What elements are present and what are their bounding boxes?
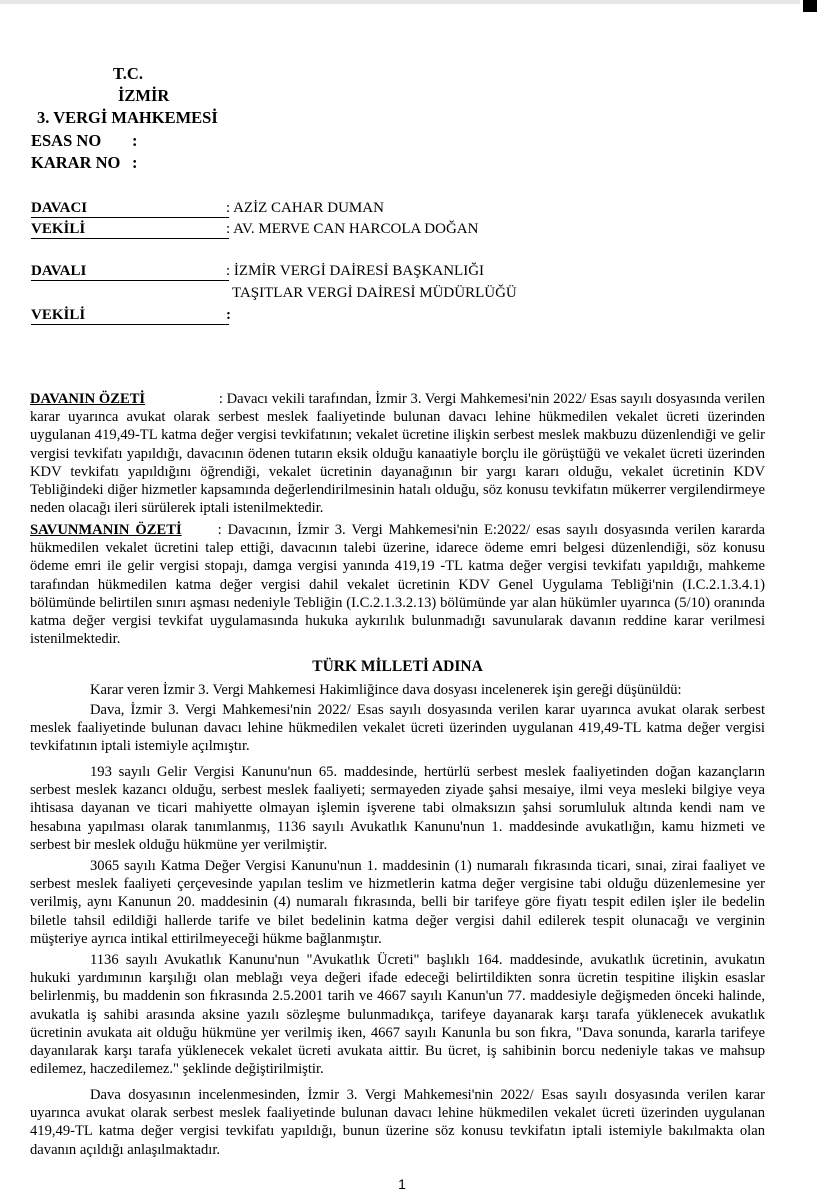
davali-vekili-value: : xyxy=(226,307,231,323)
paragraph-6: Dava dosyasının incelenmesinden, İzmir 3. Vergi Mahkemesi'nin 2022/ Esas sayılı dosyasında verilen karar uyarınca avukat olarak serbest meslek faaliyetinde bulunan davacı lehine hükmedilen vekalet ücreti üzerinden uygulanan 419,49-TL katma değer vergisi tevkifatı yapıldığı, bunun üzerine söz konusu tevkifatın iptali istemiyle bakılmakta olan davanın açıldığı anlaşılmaktadır. xyxy=(30,1087,765,1158)
esas-no-colon: : xyxy=(132,131,138,150)
karar-no-label: KARAR NO xyxy=(31,153,121,172)
davanin-ozeti-section xyxy=(30,390,765,517)
davali-value: : İZMİR VERGİ DAİRESİ BAŞKANLIĞI xyxy=(226,263,485,279)
savunmanin-ozeti-section xyxy=(30,521,765,648)
vekili-underline xyxy=(31,238,229,239)
davanin-ozeti-label: DAVANIN ÖZETİ xyxy=(30,391,146,407)
davanin-ozeti-text: : Davacı vekili tarafından, İzmir 3. Vergi Mahkemesi'nin 2022/ Esas sayılı dosyasında verilen karar uyarınca avukat olarak serbest meslek faaliyetinde bulunan davacı lehine hükmedilen vekalet ücreti üzerinden uygulanan 419,49-TL katma değer vergisi tevkifatının; vekalet ücretine ilişkin serbest meslek makbuzu düzenlendiği ve gelir vergisi tevkifatı yapıldığı, davacının ödenen tutarın eksik olduğu kanaatiyle borçlu ile görüştüğü ve vekalet ücreti üzerinden KDV tevkifatı yapıldığını öğrendiği, vekalet ücretinin dayanağının bir yargı kararı olduğu, vekalet ücretinin KDV Tebliğindeki diğer hizmetler kapsamında değerlendirilmesinin hatalı olduğu, söz konusu tevkifatın mükerrer vergilendirmeye neden olacağı ileri sürülerek iptali istenilmektedir. xyxy=(30,391,766,517)
davaci-label: DAVACI xyxy=(31,200,88,216)
davaci-underline xyxy=(31,217,229,218)
davaci-value: : AZİZ CAHAR DUMAN xyxy=(226,200,384,216)
vekili-value: : AV. MERVE CAN HARCOLA DOĞAN xyxy=(226,221,479,237)
savunmanin-ozeti-text: : Davacının, İzmir 3. Vergi Mahkemesi'nin E:2022/ esas sayılı dosyasında verilen kararda hükmedilen vekalet ücretini talep ettiği, davacının talebi üzerine, idarece ödeme emri belgesi düzenlendiği, söz konusu ödeme emri ile gelir vergisi stopajı, damga vergisi yanında 419,19 -TL katma değer vergisi tevkifatı yapıldığı, mahkeme tarafından hükmedilen katma değer vergisi dahil vekalet ücretinin KDV Genel Uygulama Tebliği'nin (I.C.2.1.3.4.1) bölümünde belirtilen sınırı aşması nedeniyle Tebliğin (I.C.2.1.3.2.13) bölümünde yar alan hükümler uyarınca (5/10) oranında katma değer vergisi tevkifat uygulamasında hukuka aykırılık bulunmadığı savunularak davanın reddine karar verilmesi istenilmektedir. xyxy=(30,522,766,648)
page-number: 1 xyxy=(398,1176,406,1192)
esas-no-label: ESAS NO xyxy=(31,131,102,150)
scan-corner-mark xyxy=(803,0,817,12)
karar-no-colon: : xyxy=(132,153,138,172)
paragraph-1: Karar veren İzmir 3. Vergi Mahkemesi Hakimliğince dava dosyası incelenerek işin gereği düşünüldü: xyxy=(90,682,682,698)
scan-shadow xyxy=(0,0,800,4)
header-city: İZMİR xyxy=(118,86,170,105)
davali-value-line2: TAŞITLAR VERGİ DAİRESİ MÜDÜRLÜĞÜ xyxy=(232,285,517,301)
davali-underline xyxy=(31,280,229,281)
header-court: 3. VERGİ MAHKEMESİ xyxy=(37,108,218,127)
davali-vekili-underline xyxy=(31,324,229,325)
paragraph-3: 193 sayılı Gelir Vergisi Kanunu'nun 65. maddesinde, hertürlü serbest meslek faaliyetinden doğan kazançların serbest meslek kazancı olduğu, serbest meslek faaliyeti; sermayeden ziyade şahsi mesaiye, ilmi veya mesleki bilgiye veya ihtisasa dayanan ve ticari mahiyette olmayan işlemin işverene tabi olmaksızın şahsi sorumluluk altında kendi nam ve hesabına yapılması olarak tanımlanmış, 1136 sayılı Avukatlık Kanunu'nun 1. maddesinde avukatlığın, kamu hizmeti ve serbest bir meslek olduğu hükmüne yer verilmiştir. xyxy=(30,764,765,853)
header-tc: T.C. xyxy=(113,64,143,83)
paragraph-5: 1136 sayılı Avukatlık Kanunu'nun "Avukatlık Ücreti" başlıklı 164. maddesinde, avukatlık ücretinin, avukatın hukuki yardımının karşılığı olan meblağı veya değeri ifade edeceği belirtildikten sonra ücretin tespitine ilişkin esaslar belirlenmiş, bu maddenin son fıkrasında 2.5.2001 tarih ve 4667 sayılı Kanun'un 77. maddesiyle değişmeden önceki halinde, avukatla iş sahibi arasında aksine yazılı sözleşme bulunmadıkça, tarifeye dayanarak karşı tarafa yüklenecek avukatlık ücretinin avukata ait olduğu hükmüne yer verilmiş iken, 4667 sayılı Kanunla bu son fıkra, "Dava sonunda, kararla tarifeye dayanılarak karşı tarafa yüklenecek vekalet ücreti avukata aittir. Bu ücret, iş sahibinin borcu nedeniyle takas ve mahsup edilemez, haczedilemez." şeklinde değiştirilmiştir. xyxy=(30,952,765,1078)
vekili-label: VEKİLİ xyxy=(31,221,86,237)
davali-label: DAVALI xyxy=(31,263,87,279)
savunmanin-ozeti-label: SAVUNMANIN ÖZETİ xyxy=(30,522,182,538)
scan-top-edge xyxy=(0,0,817,12)
paragraph-4: 3065 sayılı Katma Değer Vergisi Kanunu'nun 1. maddesinin (1) numaralı fıkrasında ticari, sınai, zirai faaliyet ve serbest meslek faaliyeti çerçevesinde yapılan teslim ve hizmetlerin katma değer vergisine tabi olduğu düzenlemesine yer verilmiş, aynı Kanunun 20. maddesinin (4) numaralı fıkrasında, belli bir tarifeye göre fiyatı tespit edilen işler ile bedelin biletle tahsil edildiği hallerde tarife ve bilet bedelinin katma değer vergisi dahil edilerek tespit olunacağı ve verginin müşteriye ayrıca intikal ettirilmeyeceği hükme bağlanmıştır. xyxy=(30,858,765,947)
paragraph-2: Dava, İzmir 3. Vergi Mahkemesi'nin 2022/ Esas sayılı dosyasında verilen karar uyarınca avukat olarak serbest meslek faaliyetinde bulunan davacı lehine hükmedilen vekalet ücreti üzerinden uygulanan 419,49-TL katma değer vergisi tevkifatının iptali istemiyle açılmıştır. xyxy=(30,702,765,755)
davali-vekili-label: VEKİLİ xyxy=(31,307,86,323)
turk-milleti-adina-title: TÜRK MİLLETİ ADINA xyxy=(312,658,483,675)
